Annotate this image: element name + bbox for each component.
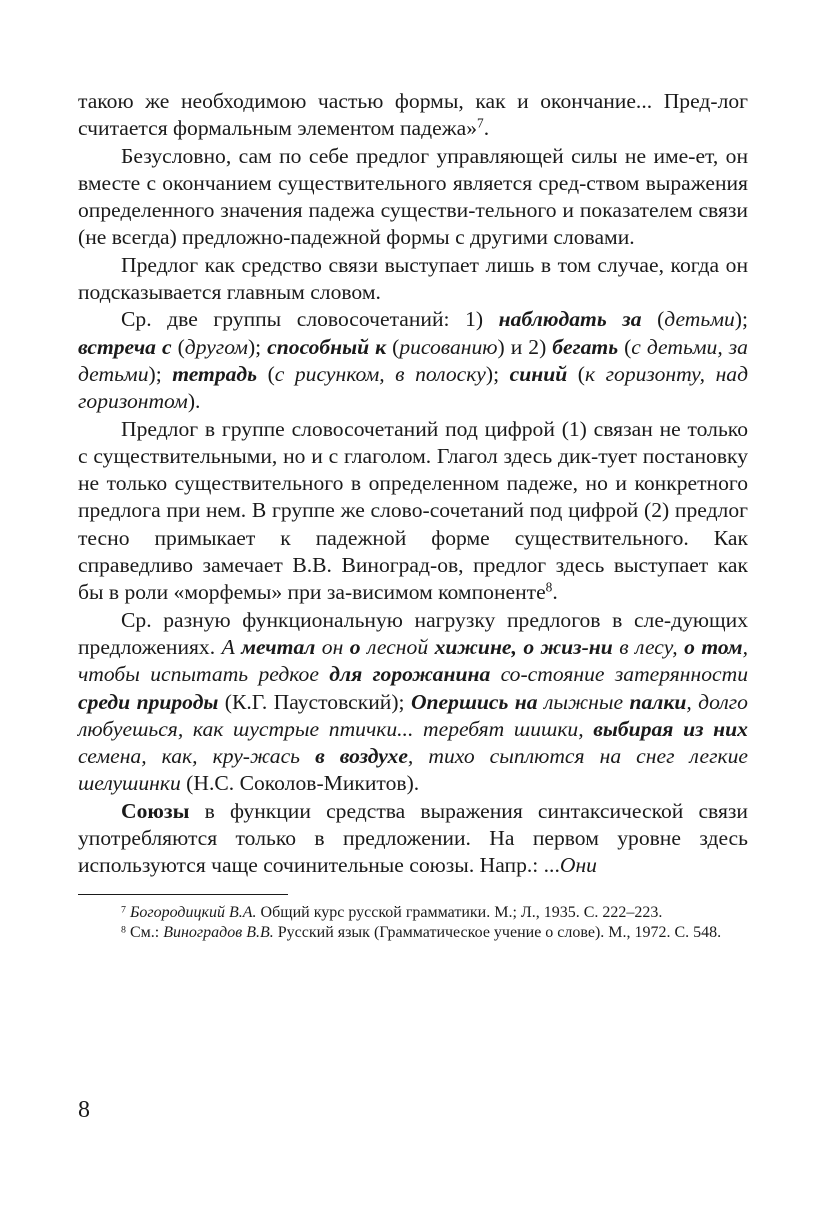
paragraph-text: ( [257,361,275,386]
paragraph [78,252,748,307]
paragraph-italic-text: другом [184,334,248,359]
paragraph-bold-italic-term: о том [684,634,743,659]
page-number: 8 [78,1097,90,1123]
paragraph-italic-text: , тихо сыплются на снег легкие шелушинки [78,744,749,796]
paragraph-italic-text: рисованию [399,334,498,359]
paragraph-text: ). [187,389,201,414]
footnote-footnote-ref: 7 [121,904,126,916]
paragraph-bold-italic-term: встреча с [78,334,172,359]
paragraph-italic-text: А [221,634,242,659]
paragraph-italic-text: в лесу, [612,634,685,659]
paragraph-italic-text: к горизонту, над горизонтом [78,361,749,414]
footnotes [78,894,748,943]
paragraph-italic-text: семена, как, кру-жась [78,744,316,769]
footnote-italic-text: Виноградов В.В. [163,923,274,941]
paragraph-text: (Н.С. Соколов-Микитов). [180,771,420,796]
paragraph-text: ( [618,334,632,359]
paragraph-text: Предлог как средство связи выступает лишь в том случае, когда он подсказывается главным словом. [78,252,748,305]
footnote-text: См.: [125,923,164,941]
paragraph-text: Ср. разную функциональную нагрузку предлогов в сле-дующих предложениях. [78,607,748,659]
paragraph-text: ); [485,361,510,386]
paragraph-text: (К.Г. Паустовский); [218,689,411,714]
paragraph-bold-italic-term: хижине, о жиз-ни [434,634,613,659]
paragraph-text: ); [247,334,268,359]
footnote-list [78,903,748,943]
paragraph [78,88,748,143]
paragraph-text: ( [386,334,400,359]
footnote-text: Русский язык (Грамматическое учение о слове). М., 1972. С. 548. [273,923,722,941]
paragraph-italic-text: лесной [360,634,435,659]
body-text [78,88,748,880]
footnote [78,903,748,923]
paragraph-text: ) и 2) [497,334,553,359]
paragraph-italic-text: с рисунком, в полоску [274,361,486,386]
paragraph-bold-italic-term: о [349,634,361,659]
paragraph [78,607,748,798]
paragraph-bold-term: Союзы [121,798,190,823]
footnote-divider [78,894,288,895]
footnote-text: Общий курс русской грамматики. М.; Л., 1935. С. 222–223. [256,903,663,921]
paragraph-italic-text: , чтобы испытать редкое [78,634,749,687]
paragraph-footnote-ref: 8 [545,579,553,595]
paragraph-bold-italic-term: синий [509,361,568,386]
paragraph-text: ( [641,307,665,332]
paragraph-bold-italic-term: наблюдать за [498,307,642,332]
paragraph-bold-italic-term: среди природы [78,689,219,714]
paragraph-bold-italic-term: палки [629,689,687,714]
paragraph-italic-text: Они [559,853,597,878]
paragraph-text: . [483,116,490,141]
paragraph-italic-text: он [315,634,350,659]
paragraph-bold-italic-term: мечтал [241,634,316,659]
footnote-footnote-ref: 8 [121,924,126,936]
paragraph-italic-text: с детьми, за детьми [78,334,748,386]
footnote-italic-text: Богородицкий В.А. [129,903,257,921]
paragraph-bold-italic-term: в воздухе [315,744,408,769]
footnote [78,923,748,943]
paragraph-text: Безусловно, сам по себе предлог управляющей силы не име-ет, он вместе с окончанием существительного является сред-ством выражения определенного значения падежа существи-тельного и показателем связи (не всегда) предложно-падежной формы с другими словами. [78,143,748,250]
paragraph-bold-italic-term: выбирая из них [593,716,748,741]
paragraph [78,143,748,252]
paragraph-italic-text: лыжные [537,689,630,714]
paragraph [78,416,748,607]
paragraph-bold-italic-term: способный к [267,334,387,359]
paragraph-italic-text: со-стояние затерянности [490,662,748,687]
paragraph-text: ); [734,307,748,332]
paragraph-italic-text: детьми [664,307,735,332]
paragraph-footnote-ref: 7 [477,115,484,131]
paragraph-bold-italic-term: Опершись на [410,689,538,714]
paragraph-text: ( [171,334,185,359]
paragraph-text: ); [148,361,173,386]
paragraph [78,798,748,880]
paragraph-text: такою же необходимою частью формы, как и окончание... Пред-лог считается формальным элементом падежа» [78,89,748,141]
paragraph-italic-text: , долго любуешься, как шустрые птички... теребят шишки, [78,689,748,741]
paragraph-bold-italic-term: тетрадь [172,361,258,386]
paragraph-text: в функции средства выражения синтаксической связи употребляются только в предложении. На первом уровне здесь используются чаще сочинительные союзы. Напр.: ... [78,798,748,878]
paragraph-text: ( [567,361,585,386]
paragraph-bold-italic-term: бегать [552,334,619,359]
paragraph-bold-italic-term: для горожанина [329,662,491,687]
page-body [78,88,748,943]
paragraph [78,306,748,415]
paragraph-text: Предлог в группе словосочетаний под цифрой (1) связан не только с существительными, но и с глаголом. Глагол здесь дик-тует постановку не только существительного в определенном падеже, но и конкретного предлога при нем. В группе же слово-сочетаний под цифрой (2) предлог тесно примыкает к падежной форме существительного. Как справедливо замечает В.В. Виноград-ов, предлог здесь выступает как бы в роли «морфемы» при за-висимом компоненте [78,416,748,605]
paragraph-text: . [552,580,558,605]
paragraph-text: Ср. две группы словосочетаний: 1) [121,307,499,332]
